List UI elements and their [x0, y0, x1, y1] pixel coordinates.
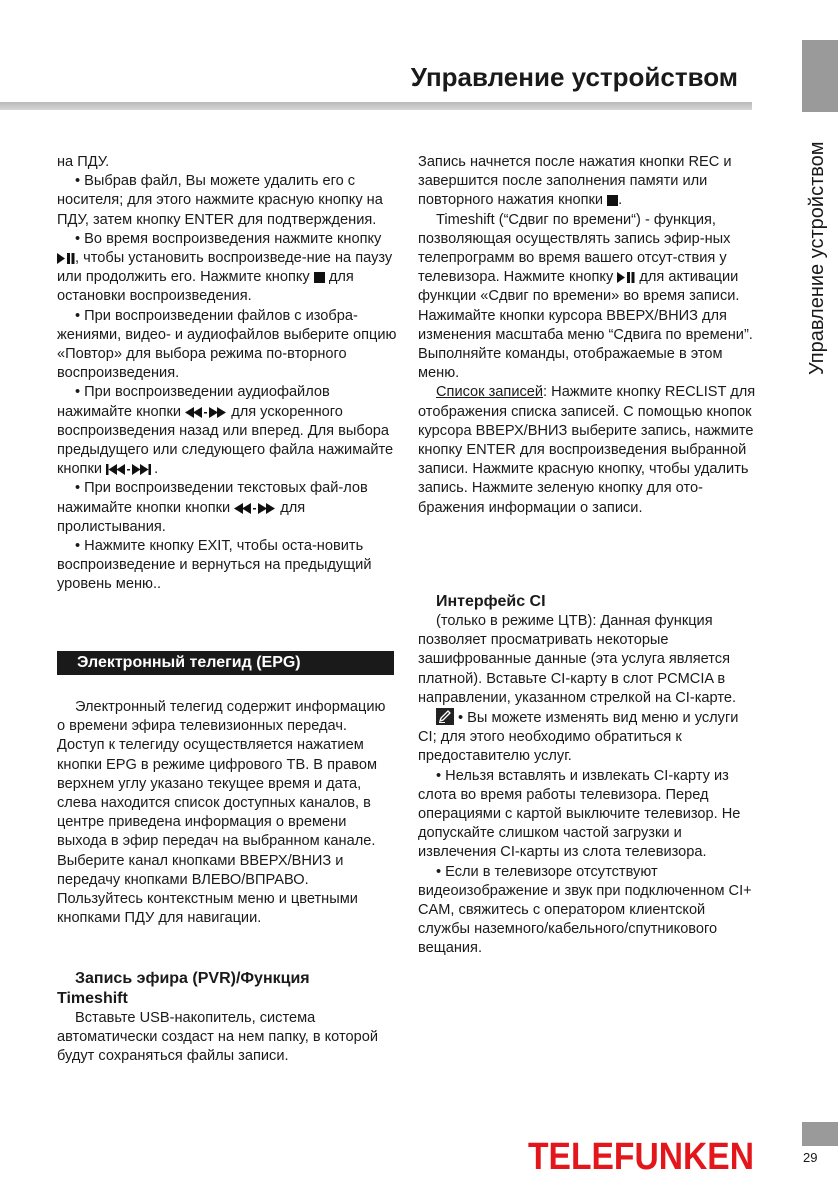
stop-icon	[314, 272, 325, 283]
ci-bullet-insert: • Нельзя вставлять и извлекать CI-карту из слота во время работы телевизора. Перед операциями с картой выключите телевизор. Не допускайте слишком частой загрузки и извлечения CI-карты из слота телевизора.	[418, 767, 741, 861]
side-tab-label: Управление устройством	[806, 141, 828, 375]
bullet-exit: • Нажмите кнопку EXIT, чтобы оста-новить воспроизведение и вернуться на предыдущий уровень меню..	[57, 538, 372, 593]
pvr-text: Вставьте USB-накопитель, система автоматически создаст на нем папку, в которой будут сохраняться файлы записи.	[57, 1010, 378, 1065]
rewind-forward-icon	[185, 407, 227, 418]
bullet-audio: • При воспроизведении аудиофайлов нажимайте кнопки для ускоренного воспроизведения назад или вперед. Для выбора предыдущего или следующего файла нажимайте кнопки .	[57, 384, 394, 478]
stop-icon	[607, 195, 618, 206]
right-column	[418, 153, 758, 518]
ci-bullet-no-signal: • Если в телевизоре отсутствуют видеоизображение и звук при подключенном CI+ CAM, свяжитесь с оператором клиентской службы наземного/кабельного/спутникового вещания.	[418, 863, 752, 957]
play-pause-icon	[57, 253, 75, 264]
bullet-repeat: • При воспроизведении файлов с изобра-жениями, видео- и аудиофайлов выберите опцию «Повтор» для выбора режима по-вторного воспроизведения.	[57, 307, 397, 382]
note-pencil-icon	[436, 708, 454, 725]
page-title: Управление устройством	[410, 62, 738, 92]
paragraph: на ПДУ.	[57, 154, 110, 170]
bullet-text-files: • При воспроизведении текстовых фай-лов нажимайте кнопки кнопки для пролистывания.	[57, 480, 368, 535]
logo-text: TELEFUNKEN	[528, 1136, 754, 1178]
left-column	[57, 153, 397, 595]
bullet-pause: • Во время воспроизведения нажмите кнопку , чтобы установить воспроизведе-ние на паузу или продолжить его. Нажмите кнопку для остановки воспроизведения.	[57, 230, 393, 305]
ci-text: (только в режиме ЦТВ): Данная функция позволяет просматривать некоторые зашифрованные данные (эта услуга является платной). Вставьте CI-карту в слот PCMCIA в направлении, указанном стрелкой на CI-карте.	[418, 613, 737, 706]
play-pause-icon	[617, 272, 635, 283]
telefunken-logo	[528, 1135, 756, 1178]
epg-text: Электронный телегид содержит информацию о времени эфира телевизионных передач. Доступ к телегиду осуществляется нажатием кнопки EPG в режиме цифрового ТВ. В правом верхнем углу указано текущее время и дата, слева находится список доступных каналов, в центре приведена информация о времени выхода в эфир передач на выбранном канале. Выберите канал кнопками ВВЕРХ/ВНИЗ и передачу кнопками ВЛЕВО/ВПРАВО. Пользуйтесь контекстным меню и цветными кнопками ПДУ для навигации.	[57, 699, 386, 927]
paragraph-timeshift: Timeshift (“Сдвиг по времени“) - функция, позволяющая осуществлять запись эфир-ных телепрограмм во время вашего отсут-ствия у телевизора. Нажмите кнопку для активации функции «Сдвиг по времени» во время записи. Нажимайте кнопки курсора ВВЕРХ/ВНИЗ для изменения масштаба меню “Сдвига по времени”. Выполняйте команды, отображаемые в этом меню.	[418, 211, 753, 382]
page-number: 29	[803, 1150, 818, 1165]
prev-next-icon	[106, 464, 154, 475]
bullet-delete-file: • Выбрав файл, Вы можете удалить его с носителя; для этого нажмите красную кнопку на ПДУ, затем кнопку ENTER для подтверждения.	[57, 173, 383, 228]
reclist-term: Список записей	[436, 384, 544, 401]
epg-section	[57, 698, 397, 928]
pvr-section	[57, 969, 397, 1067]
title-divider	[0, 102, 752, 110]
ci-note: • Вы можете изменять вид меню и услуги CI; для этого необходимо обратиться к предоставителю услуг.	[418, 710, 739, 765]
pvr-heading: Запись эфира (PVR)/Функция	[75, 970, 310, 987]
pvr-heading-line2: Timeshift	[57, 990, 128, 1007]
paragraph-rec: Запись начнется после нажатия кнопки REC и завершится после заполнения памяти или повторного нажатия кнопки .	[418, 154, 732, 209]
ci-section	[418, 592, 758, 959]
ci-heading: Интерфейс CI	[436, 593, 546, 610]
page-number-tab	[802, 1122, 838, 1146]
rewind-forward-icon	[234, 503, 276, 514]
side-tab-marker	[802, 40, 838, 112]
epg-section-heading: Электронный телегид (EPG)	[57, 651, 394, 675]
paragraph-reclist: Список записей: Нажмите кнопку RECLIST для отображения списка записей. С помощью кнопок курсора ВВЕРХ/ВНИЗ выберите запись, нажмите кнопку ENTER для воспроизведения выбранной записи. Нажмите красную кнопку, чтобы удалить запись. Нажмите зеленую кнопку для ото-бражения информации о записи.	[418, 384, 756, 516]
